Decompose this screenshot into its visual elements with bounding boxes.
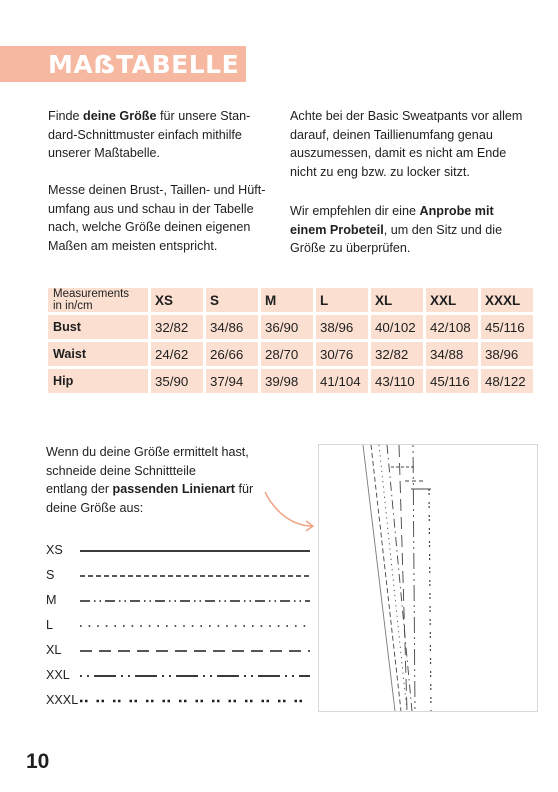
legend-row-xl (46, 641, 276, 661)
instruction-text: für (235, 482, 254, 496)
table-row-bust (48, 315, 533, 339)
legend-label-s: S (46, 568, 55, 582)
table-cell: 26/66 (206, 342, 258, 366)
intro-text: , um den Sitz und die Größe zu überprüfen. (290, 222, 503, 255)
instruction-bold-text: passenden Linienart (112, 482, 236, 496)
table-cell: 42/108 (426, 315, 478, 339)
table-cell: 48/122 (481, 369, 533, 393)
instruction-line: schneide deine Schnittteile (46, 463, 196, 478)
line-sample-long-dash (80, 641, 312, 661)
intro-paragraph-measure: Messe deinen Brust-, Taillen- und Hüftumfang aus und schau in der Tabelle nach, welche Größe deinen eigenen Maßen am meisten entspricht. (48, 183, 266, 253)
intro-bold-text: Anprobe mit einem Probeteil (290, 204, 494, 237)
table-row-waist (48, 342, 533, 366)
table-cell: 32/82 (371, 342, 423, 366)
table-cell: 45/116 (481, 315, 533, 339)
line-sample-solid (80, 541, 312, 561)
page-title: MAẞTABELLE (48, 50, 240, 79)
table-cell: 43/110 (371, 369, 423, 393)
legend-label-xs: XS (46, 543, 63, 557)
table-cell: 34/86 (206, 315, 258, 339)
instruction-line: deine Größe aus: (46, 500, 144, 515)
legend-label-xl: XL (46, 643, 62, 657)
table-cell: 36/90 (261, 315, 313, 339)
instruction-line: Wenn du deine Größe ermittelt hast, (46, 445, 249, 459)
intro-text: Wir empfehlen dir eine (290, 204, 420, 218)
table-cell: 30/76 (316, 342, 368, 366)
legend-row-l (46, 616, 276, 636)
line-sample-dot-pairs (80, 691, 312, 711)
intro-paragraph-fitting (290, 202, 525, 258)
measurements-header-line: in in/cm (53, 300, 93, 312)
table-cell: 41/104 (316, 369, 368, 393)
size-table-header-row (48, 288, 533, 312)
table-cell: 37/94 (206, 369, 258, 393)
intro-paragraph-find-size (48, 107, 273, 163)
legend-row-xxxl (46, 691, 276, 711)
size-table (45, 285, 536, 396)
legend-label-l: L (46, 618, 54, 632)
line-sample-dash-dot-dot (80, 591, 312, 611)
line-instructions (46, 443, 296, 517)
table-cell: 39/98 (261, 369, 313, 393)
legend-label-xxxl: XXXL (46, 693, 79, 707)
legend-row-s (46, 566, 276, 586)
page-number: 10 (26, 750, 50, 773)
intro-text: für unsere Standard-Schnittmuster einfach mithilfe unserer Maßtabelle. (48, 109, 251, 160)
table-cell: 35/90 (151, 369, 203, 393)
legend-label-xxl: XXL (46, 668, 70, 682)
legend-row-xxl (46, 666, 276, 686)
line-sample-long-dash-dot (80, 666, 312, 686)
pattern-lines-illustration (318, 444, 538, 712)
intro-text: Finde (48, 109, 84, 123)
table-cell: 24/62 (151, 342, 203, 366)
measurements-header-line: Measurements (53, 288, 130, 300)
instruction-text: entlang der (46, 482, 113, 496)
row-label-waist: Waist (48, 342, 148, 366)
curved-arrow-icon (262, 488, 322, 536)
table-cell: 40/102 (371, 315, 423, 339)
table-row-hip (48, 369, 533, 393)
size-header-s: S (206, 288, 258, 312)
table-cell: 28/70 (261, 342, 313, 366)
legend-row-xs (46, 541, 276, 561)
intro-bold-text: deine Größe (83, 109, 157, 123)
legend-row-m (46, 591, 276, 611)
table-cell: 32/82 (151, 315, 203, 339)
pattern-lines-drawing (319, 445, 537, 711)
row-label-hip: Hip (48, 369, 148, 393)
line-sample-dotted (80, 616, 312, 636)
table-cell: 34/88 (426, 342, 478, 366)
table-cell: 38/96 (316, 315, 368, 339)
row-label-bust: Bust (48, 315, 148, 339)
size-header-xxxl: XXXL (481, 288, 533, 312)
size-header-xs: XS (151, 288, 203, 312)
line-sample-dashed (80, 566, 312, 586)
size-header-xxl: XXL (426, 288, 478, 312)
size-header-l: L (316, 288, 368, 312)
size-header-m: M (261, 288, 313, 312)
measurements-header (48, 288, 148, 312)
intro-paragraph-waist: Achte bei der Basic Sweatpants vor allem darauf, deinen Taillienumfang genau auszumessen, damit es nicht am Ende nicht zu eng bzw. zu locker sitzt. (290, 109, 523, 179)
table-cell: 45/116 (426, 369, 478, 393)
table-cell: 38/96 (481, 342, 533, 366)
legend-label-m: M (46, 593, 57, 607)
size-header-xl: XL (371, 288, 423, 312)
